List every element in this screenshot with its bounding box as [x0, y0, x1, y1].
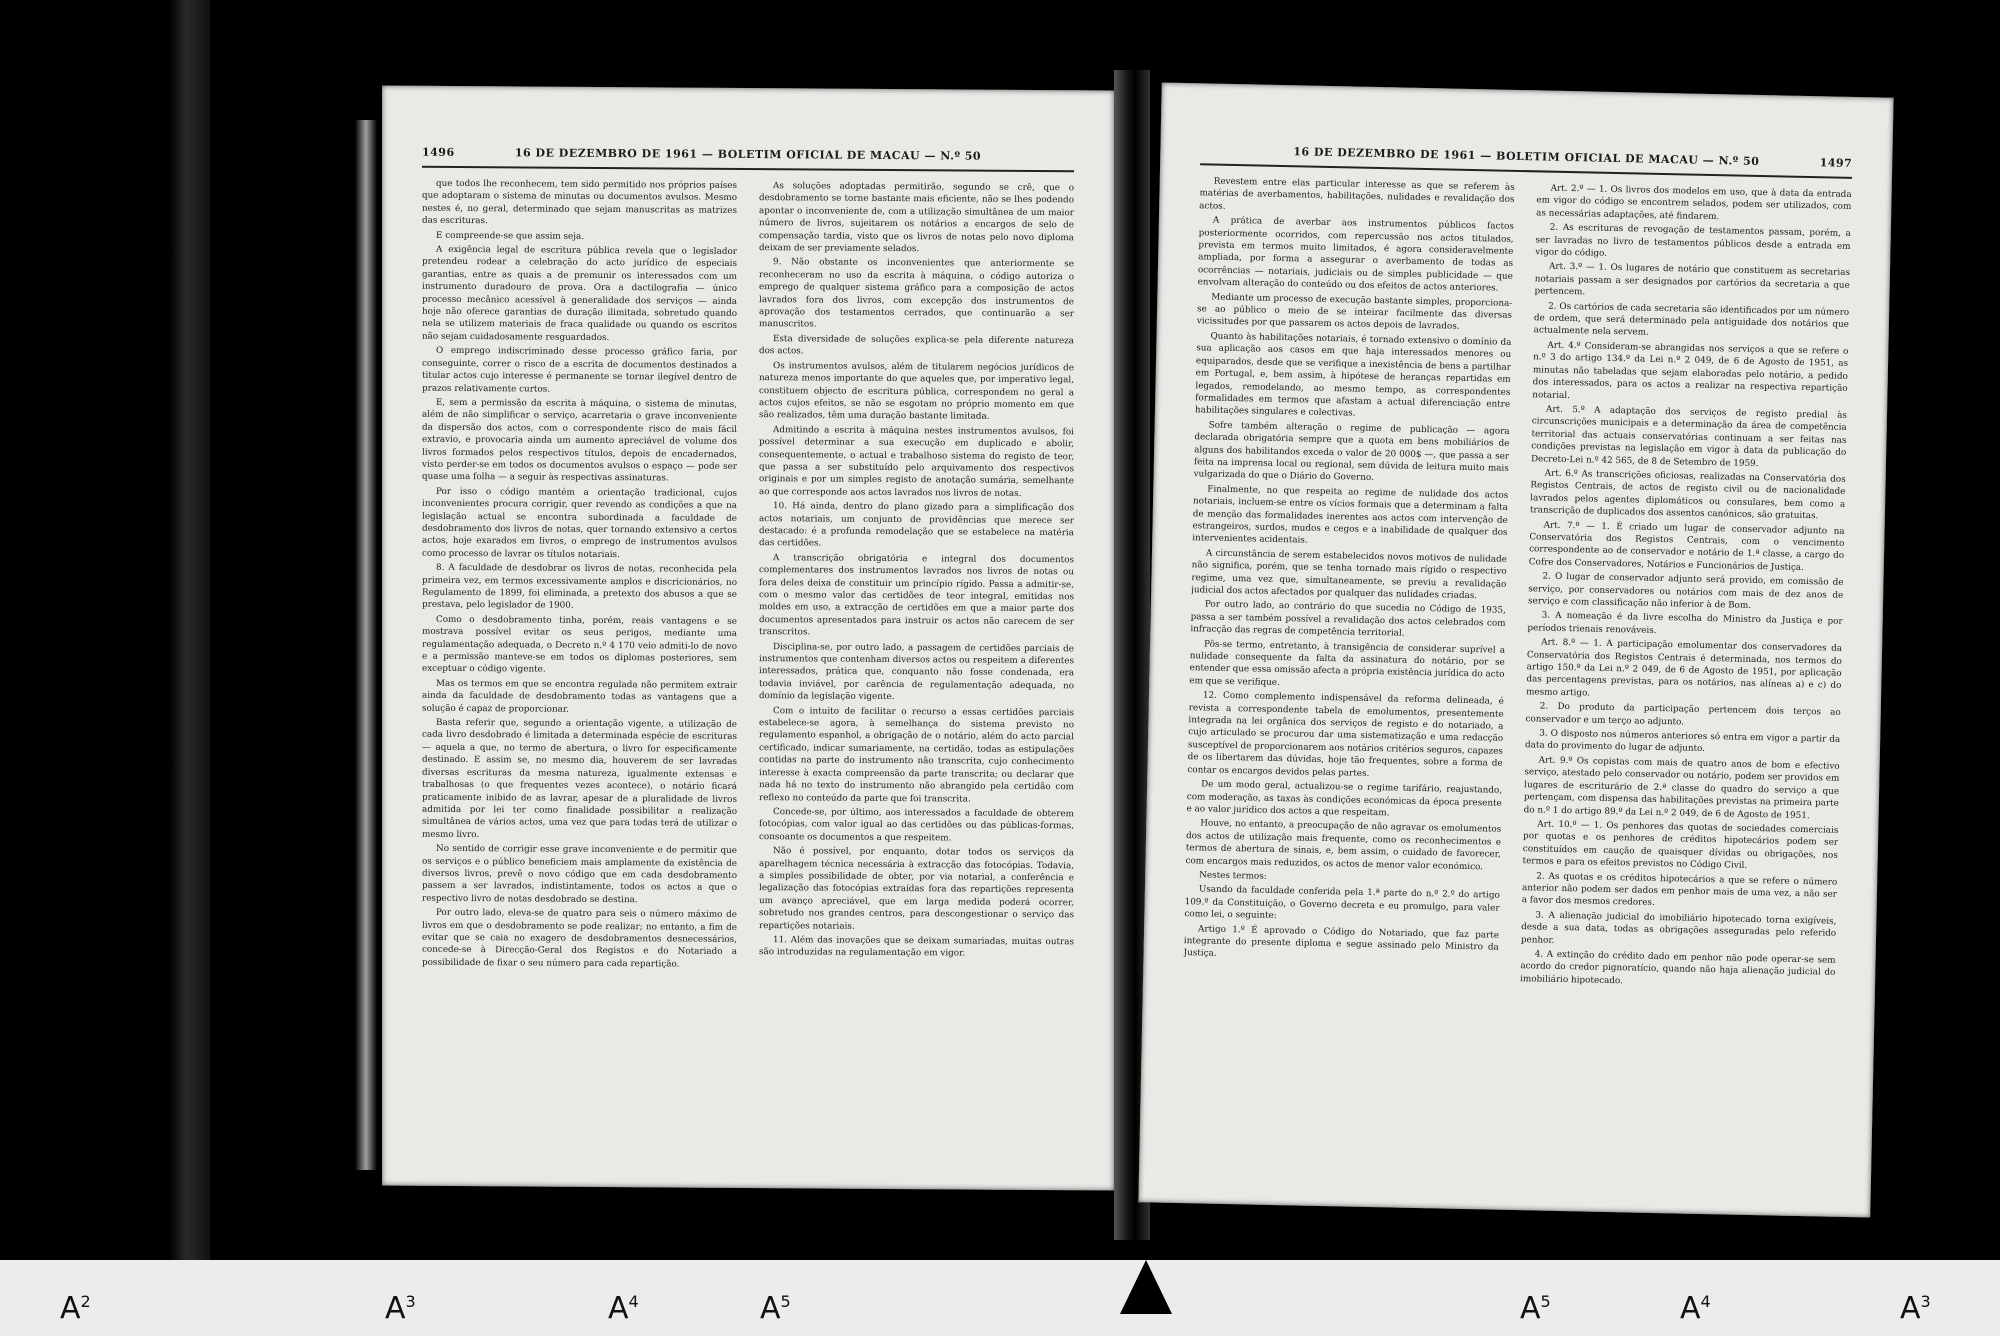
paragraph: 2. As escrituras de revogação de testamentos passam, porém, a ser lavradas no livro de testamentos públicos desde a entrada em vigor do código. — [1535, 222, 1851, 259]
paragraph: 8. A faculdade de desdobrar os livros de notas, reconhecida pela primeira vez, em termos excessivamente amplos e discricionários, no Regulamento de 1899, foi eliminada, a pretexto dos abusos a que se prestava, pelo legislador de 1900. — [422, 563, 737, 612]
paragraph: Como o desdobramento tinha, porém, reais vantagens e se mostrava possível evitar os seus perigos, mediante uma regulamentação adequada, o Decreto n.º 4 170 veio admiti-lo de novo e a permissão manteve-se em todos os diplomas posteriores, sem exceptuar o código vigente. — [422, 614, 737, 676]
paragraph: 3. A nomeação é da livre escolha do Ministro da Justiça e por períodos trienais renováveis. — [1527, 610, 1843, 636]
target-mark-digit: 5 — [1540, 1292, 1551, 1311]
paragraph: 11. Além das inovações que se deixam sumariadas, muitas outras são introduzidas na regulamentação em vigor. — [759, 935, 1074, 959]
paragraph: Houve, no entanto, a preocupação de não agravar os emolumentos dos actos de utilização mais frequente, como os reconhecimentos e termos de abertura de sinais, e, bem assim, o cuidado de favorecer, com encargos mais reduzidos, os actos de menor valor económico. — [1185, 818, 1502, 872]
paragraph: Art. 7.º — 1. É criado um lugar de conservador adjunto na Conservatória dos Registos Centrais, com o vencimento correspondente ao de conservador e notário de 1.ª classe, a cargo do Cofre dos Conservadores, Notários e Funcionários de Justiça. — [1528, 520, 1845, 573]
target-mark-letter: A — [608, 1291, 629, 1326]
target-mark-letter: A — [60, 1291, 81, 1326]
paragraph: Finalmente, no que respeita ao regime de nulidade dos actos notariais, incluem-se entre os vícios formais que a determinam a falta de menção das formalidades inerentes aos actos com intervenção de estrangeiros, surdos, mudos e cegos e a inabilidade de qualquer dos intervenientes acidentais. — [1192, 484, 1509, 546]
target-mark-letter: A — [1520, 1291, 1541, 1326]
target-mark-letter: A — [1680, 1291, 1701, 1326]
paragraph: que todos lhe reconhecem, tem sido permitido nos próprios países que adoptaram o sistema de minutas ou documentos avulsos. Mesmo nestes é, no geral, determinado que sejam manuscritas as matrizes das escrituras. — [422, 178, 737, 227]
left-page — [382, 85, 1114, 1190]
paragraph: 2. As quotas e os créditos hipotecários a que se refere o número anterior não podem ser dados em penhor mais de uma vez, a não ser a favor dos mesmos credores. — [1521, 871, 1838, 909]
paragraph: Disciplina-se, por outro lado, a passagem de certidões parciais de instrumentos que contenham diversos actos ou respeitem a diferentes interessados, prática que, conquanto não fosse condenada, era todavia inviável, por carência de regulamentação adequada, no domínio da legislação vigente. — [759, 641, 1074, 703]
paragraph: Usando da faculdade conferida pela 1.ª parte do n.º 2.º do artigo 109.º da Constituição, o Governo decreta e eu promulgo, para valer como lei, o seguinte: — [1184, 884, 1500, 922]
paragraph: De um modo geral, actualizou-se o regime tarifário, reajustando, com moderação, as taxas às condições económicas da época presente e ao valor jurídico dos actos a que respeitam. — [1186, 779, 1503, 819]
paragraph: A circunstância de serem estabelecidos novos motivos de nulidade não significa, porém, que se tenha tornado mais rígido o respectivo regime, uma vez que, simultaneamente, se previu a revalidação judicial dos actos afectados por qualquer das nulidades criadas. — [1191, 548, 1507, 602]
paragraph: 3. A alienação judicial do imobiliário hipotecado torna exigíveis, desde a sua data, todas as obrigações asseguradas pelo referido penhor. — [1520, 910, 1837, 946]
paragraph: Nestes termos: — [1199, 870, 1267, 882]
paragraph: Por outro lado, ao contrário do que sucedia no Código de 1935, passa a ser também possível a revalidação dos actos celebrados com infracção das regras de competência territorial. — [1190, 599, 1506, 639]
paragraph: A prática de averbar aos instrumentos públicos factos posteriormente ocorridos, com repercussão nos actos titulados, prevista em termos muito limitados, é agora consideravelmente ampliada, por forma a assegurar o averbamento de todas as ocorrências — notariais, judiciais ou de simples publicidade — que envolvam alteração do conteúdo ou dos efeitos de actos anteriores. — [1197, 215, 1514, 294]
target-mark — [385, 1291, 416, 1326]
paragraph: Não é possível, por enquanto, dotar todos os serviços da aparelhagem técnica necessária à extracção das fotocópias. Todavia, a simples possibilidade de obter, por via notarial, a conferência e legalização das fotocópias extraídas fora das repartições representa um avanço apreciável, que em larga medida poderá ocorrer, sobretudo nos grandes centros, para descongestionar o serviço das repartições notariais. — [759, 846, 1074, 932]
target-mark — [760, 1291, 791, 1326]
paragraph: 9. Não obstante os inconvenientes que anteriormente se reconheceram no uso da escrita à máquina, o código autoriza o emprego de qualquer sistema gráfico para a composição de actos lavrados fora dos livros, com excepção dos instrumentos de aprovação dos testamentos cerrados, que continuarão a ser manuscritos. — [759, 257, 1074, 330]
paragraph: Por isso o código mantém a orientação tradicional, cujos inconvenientes procura corrigir, quer revendo as condições a que na legislação actual se encontra subordinada a faculdade de desdobramento dos livros de notas, quer tornando extensivo a certos actos, hoje exarados em livros, o emprego de instrumentos avulsos como processo de lavrar os títulos notariais. — [422, 486, 737, 560]
paragraph: 12. Como complemento indispensável da reforma delineada, é revista a correspondente tabela de emolumentos, presentemente integrada na lei orgânica dos serviços de registo e do notariado, a cujo articulado se procurou dar uma sistematização e uma redacção susceptível de proporcionarem aos notários critérios seguros, capazes de os libertarem das dúvidas, hoje tão frequentes, sobre a forma de contar os encargos devidos pelas partes. — [1187, 690, 1505, 779]
right-page-number: 1497 — [1819, 156, 1853, 170]
paragraph: Basta referir que, segundo a orientação vigente, a utilização de cada livro desdobrado é limitada a determinada espécie de escrituras — aquela a que, no termo de abertura, o livro for especificamente destinado. E assim se, no mesmo dia, houverem de ser lavradas diversas escrituras da mesma natureza, igualmente extensas e trabalhosas (o que frequentes vezes acontece), o notário ficará praticamente inibido de as lavrar, apesar de a pluralidade de livros admitida por lei ter como finalidade possibilitar a realização simultânea de vários actos, uma vez que para todas terá de utilizar o mesmo livro. — [422, 717, 737, 840]
paragraph: Esta diversidade de soluções explica-se pela diferente natureza dos actos. — [759, 334, 1074, 357]
paragraph: Sofre também alteração o regime de publicação — agora declarada obrigatória sempre que a quota em bens mobiliários de alguns dos habilitandos exceda o valor de 20 000$ —, que passa a ser feita na imprensa local ou regional, sem dúvida de leitura muito mais vulgarizada do que o Diário do Governo. — [1193, 420, 1510, 484]
center-triangle-marker — [1120, 1260, 1172, 1314]
right-page-running-title: 16 DE DEZEMBRO DE 1961 — BOLETIM OFICIAL DE MACAU — N.º 50 — [1293, 145, 1760, 168]
paragraph: 3. O disposto nos números anteriores só entra em vigor a partir da data do provimento do lugar de adjunto. — [1524, 728, 1841, 755]
paragraph: Com o intuito de facilitar o recurso a essas certidões parciais estabelece-se agora, à semelhança do sistema previsto no regulamento espanhol, a obrigação de o notário, além do acto parcial certificado, indicar sumariamente, na certidão, todas as estipulações contidas na parte do instrumento não transcrita, cujo conhecimento interesse à exacta compreensão da parte transcrita; ou declarar que nada há no texto do instrumento não abrangido pela certidão com reflexo no conteúdo da parte que foi transcrita. — [759, 705, 1074, 805]
paragraph: Admitindo a escrita à máquina nestes instrumentos avulsos, foi possível determinar a sua execução em duplicado e abolir, consequentemente, o actual e trabalhoso sistema do registo de teor, que passa a ser substituído pelo arquivamento dos respectivos originais e por um simples registo de anotação sumária, semelhante ao que corresponde aos actos lavrados nos livros de notas. — [759, 424, 1074, 499]
paragraph: Por outro lado, eleva-se de quatro para seis o número máximo de livros em que o desdobramento se pode realizar; no entanto, a fim de evitar que se caia no exagero de desdobramentos desnecessários, concede-se à Direcção-Geral dos Registos e do Notariado a possibilidade de fixar o seu número para cada repartição. — [422, 907, 737, 970]
target-mark-digit: 3 — [1920, 1292, 1931, 1311]
paragraph: No sentido de corrigir esse grave inconveniente e de permitir que os serviços e o público beneficiem mais amplamente da existência de diversos livros, prevê o novo código que em cada desdobramento passem a ser lavrados, indistintamente, todos os actos a que o respectivo livro de notas desdobrado se destina. — [422, 843, 737, 905]
scan-left-edge — [170, 0, 210, 1336]
target-mark-digit: 2 — [80, 1292, 91, 1311]
right-page-column-2 — [1516, 182, 1852, 1186]
left-page-running-title: 16 DE DEZEMBRO DE 1961 — BOLETIM OFICIAL DE MACAU — N.º 50 — [514, 146, 982, 163]
paragraph: 2. Os cartórios de cada secretaria são identificados por um número de ordem, que será determinado pela antiguidade dos notários que actualmente nela servem. — [1533, 301, 1850, 339]
target-mark-digit: 3 — [405, 1292, 416, 1311]
left-page-columns — [422, 178, 1074, 1161]
paragraph: Art. 5.º A adaptação dos serviços de registo predial às circunscrições municipais e a determinação da área de competência territorial das actuais conservatórias continuam a ser feitas nas condições previstas na legislação em vigor à data da publicação do Decreto-Lei n.º 42 565, de 8 de Setembro de 1959. — [1530, 404, 1848, 469]
left-page-column-1 — [422, 178, 737, 1158]
paragraph: 2. O lugar de conservador adjunto será provido, em comissão de serviço, por conservadores ou notários com mais de dez anos de serviço e com classificação não inferior à de Bom. — [1527, 571, 1844, 611]
paragraph: Art. 9.º Os copistas com mais de quatro anos de bom e efectivo serviço, atestado pelo conservador ou notário, podem ser providos em lugares de escriturário de 2.ª classe do quadro do serviço a que pertençam, com dispensa das habilitações previstas na primeira parte do n.º 1 do artigo 89.º da Lei n.º 2 049, de 6 de Agosto de 1951. — [1523, 755, 1840, 821]
scan-margin-streak — [355, 120, 377, 1170]
target-mark-letter: A — [385, 1291, 406, 1326]
paragraph: Quanto às habilitações notariais, é tornado extensivo o domínio da sua aplicação aos casos em que haja interessados menores ou equiparados, desde que se verifique a inexistência de bens a partilhar em Portugal, e, bem assim, à hipótese de heranças repartidas em legados, remodelando, ao mesmo tempo, as correspondentes formalidades em termos que afastam a actual diferenciação entre habilitações singulares e colectivas. — [1194, 331, 1512, 419]
target-mark-digit: 4 — [628, 1292, 639, 1311]
paragraph: Art. 3.º — 1. Os lugares de notário que constituem as secretarias notariais passam a ser designados por cartórios da secretaria a que pertencem. — [1534, 262, 1851, 298]
target-mark-letter: A — [760, 1291, 781, 1326]
paragraph: A exigência legal de escritura pública revela que o legislador pretendeu rodear a celebração do acto jurídico de especiais garantias, entre as quais a de premunir os interessados com um instrumento duradouro de prova. Ora a dactilografia — único processo mecânico acessível à generalidade dos serviços — ainda hoje não oferece garantias de duração ilimitada, sobretudo quando nela se utilizem materiais de fraca qualidade ou quando os escritos não sejam cuidadosamente resguardados. — [422, 244, 737, 343]
paragraph: Art. 2.º — 1. Os livros dos modelos em uso, que à data da entrada em vigor do código se encontrem selados, podem ser utilizados, com as necessárias adaptações, até findarem. — [1536, 183, 1852, 222]
target-strip — [0, 1260, 2000, 1336]
target-mark — [1520, 1291, 1551, 1326]
paragraph: E, sem a permissão da escrita à máquina, o sistema de minutas, além de não simplificar o serviço, acarretaria o grave inconveniente da dispersão dos actos, com o correspondente risco de mais fácil extravio, e provocaria ainda um aumento apreciável de volume dos livros formados pelos respectivos títulos, depois de encadernados, visto perder-se em todos os documentos avulsos o espaço — pode ser quase uma folha — a seguir às respectivas assinaturas. — [422, 397, 737, 484]
target-mark — [1900, 1291, 1931, 1326]
target-mark-digit: 5 — [780, 1292, 791, 1311]
target-mark — [60, 1291, 91, 1326]
paragraph: A transcrição obrigatória e integral dos documentos complementares dos instrumentos lavrados nos livros de notas ou fora deles deixa de constituir um princípio rígido. Passa a admitir-se, com o mesmo valor das certidões de teor integral, emitidas nos moldes em uso, a extracção de certidões em que a maior parte dos documentos apresentados para instruir os actos não carecem de ser transcritos. — [759, 552, 1074, 638]
right-page-column-1 — [1179, 175, 1515, 1179]
paragraph: Art. 6.º As transcrições oficiosas, realizadas na Conservatória dos Registos Centrais, de actos de registo civil ou de nacionalidade lavrados pelos agentes diplomáticos ou consulares, bem como a transcrição de duplicados dos assentos canónicos, são gratuitas. — [1529, 468, 1846, 522]
paragraph: As soluções adoptadas permitirão, segundo se crê, que o desdobramento se torne bastante mais eficiente, não se lhes podendo apontar o inconveniente de, com a utilização simultânea de um maior número de livros, sujeitarem os notários a encargos de selo de compensação tardia, visto que os livros de notas pelo novo diploma deixam de ser previamente selados. — [759, 181, 1074, 255]
paragraph: Pôs-se termo, entretanto, à transigência de considerar suprível a nulidade consequente da falta da assinatura do notário, por se entender que essa omissão afecta a própria existência jurídica do acto em que se verifique. — [1189, 639, 1506, 688]
paragraph: Os instrumentos avulsos, além de titularem negócios jurídicos de natureza menos importante do que aqueles que, por imperativo legal, constituem objecto de escritura pública, correspondem no geral a actos cujos efeitos, se não se esgotam no próprio momento em que são realizados, têm uma duração bastante limitada. — [759, 360, 1074, 422]
paragraph: Art. 4.º Consideram-se abrangidas nos serviços a que se refere o n.º 3 do artigo 134.º da Lei n.º 2 049, de 6 de Agosto de 1951, as minutas não tabeladas que sejam elaboradas pelo notário, a pedido dos interessados, para os actos a realizar na respectiva repartição notarial. — [1532, 340, 1849, 401]
left-page-column-2 — [759, 180, 1074, 1160]
paragraph: Artigo 1.º É aprovado o Código do Notariado, que faz parte integrante do presente diploma e segue assinado pelo Ministro da Justiça. — [1183, 923, 1500, 960]
target-mark-letter: A — [1900, 1291, 1921, 1326]
paragraph: O emprego indiscriminado desse processo gráfico faria, por conseguinte, correr o risco de a escrita de documentos destinados a titular actos cujo interesse é permanente se tornar ilegível dentro de prazos relativamente curtos. — [422, 346, 737, 395]
paragraph: 2. Do produto da participação pertencem dois terços ao conservador e um terço ao adjunto. — [1525, 701, 1841, 728]
right-page-columns — [1179, 175, 1852, 1186]
target-mark — [608, 1291, 639, 1326]
paragraph: Mas os termos em que se encontra regulada não permitem extrair ainda da faculdade de desdobramento todas as vantagens que a solução é capaz de proporcionar. — [422, 678, 737, 715]
right-page-header — [1200, 143, 1852, 179]
paragraph: Art. 8.º — 1. A participação emolumentar dos conservadores da Conservatória dos Registos Centrais é determinada, nos termos do artigo 150.º da Lei n.º 2 049, de 6 de Agosto de 1951, por aplicação das percentagens previstas, para os notários, nas alíneas a) e c) do mesmo artigo. — [1526, 637, 1843, 699]
paragraph: Revestem entre elas particular interesse as que se referem às matérias de averbamentos, habilitações, nulidades e revalidação dos actos. — [1199, 176, 1515, 212]
paragraph: 10. Há ainda, dentro do plano gizado para a simplificação dos actos notariais, um conjunto de providências que merece ser destacado: é a profunda remodelação que se estabelece na matéria das certidões. — [759, 501, 1074, 549]
left-page-number: 1496 — [422, 145, 455, 159]
target-mark-digit: 4 — [1700, 1292, 1711, 1311]
paragraph: E compreende-se que assim seja. — [436, 230, 585, 242]
paragraph: Mediante um processo de execução bastante simples, proporciona-se ao público o meio de se inteirar facilmente das diversas vicissitudes por que passarem os actos depois de lavrados. — [1196, 292, 1513, 333]
paragraph: Concede-se, por último, aos interessados a faculdade de obterem fotocópias, com valor igual ao das certidões ou das públicas-formas, consoante os documentos a que respeitem. — [759, 807, 1074, 844]
left-page-header — [422, 146, 1074, 173]
paragraph: Art. 10.º — 1. Os penhores das quotas de sociedades comerciais por quotas e os penhores de créditos hipotecários podem ser constituídos em caução de quaisquer dívidas ou obrigações, nos termos e para os efeitos previstos no Código Civil. — [1522, 819, 1839, 872]
paragraph: 4. A extinção do crédito dado em penhor não pode operar-se sem acordo do credor pignoratício, quando não haja alienação judicial do imobiliário hipotecado. — [1520, 949, 1836, 987]
right-page — [1138, 82, 1893, 1217]
target-mark — [1680, 1291, 1711, 1326]
